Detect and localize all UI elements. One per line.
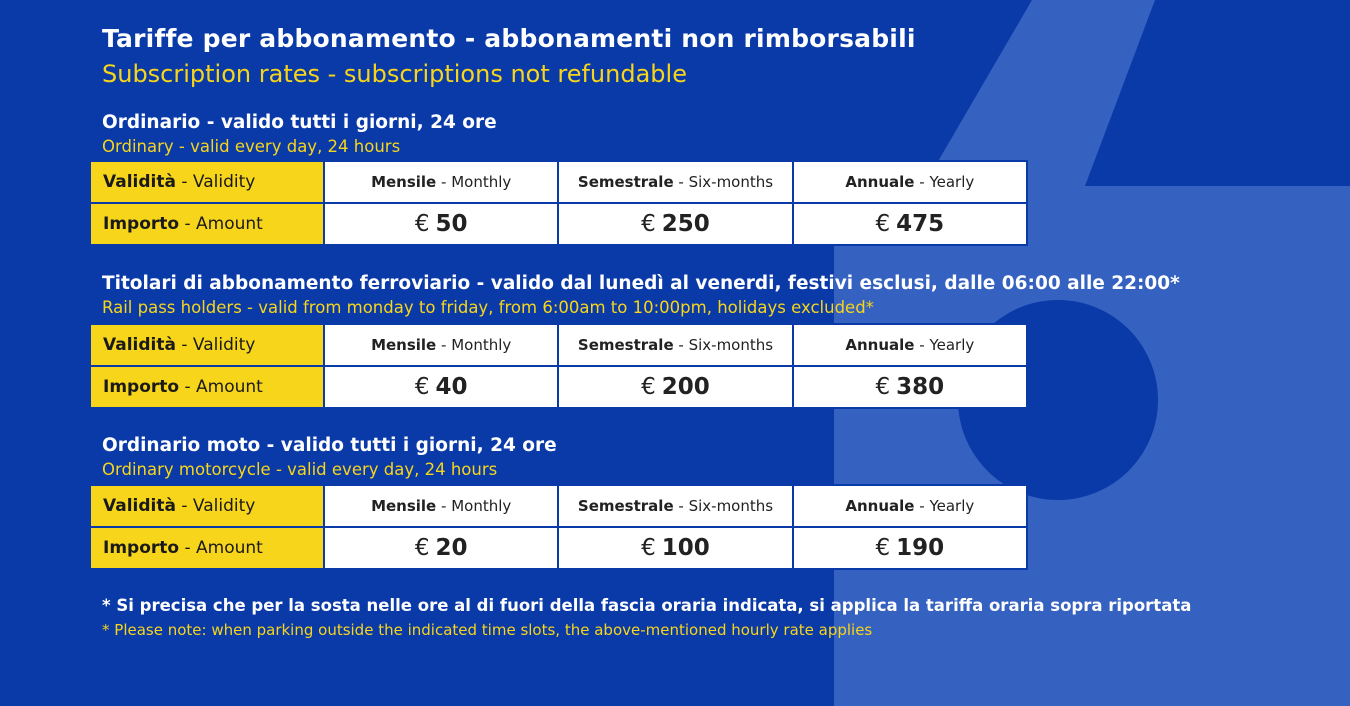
- amount-label: Importo - Amount: [90, 203, 324, 245]
- period-semester: Semestrale - Six-months: [558, 324, 792, 366]
- price-yearly: € 190: [793, 527, 1027, 569]
- section-title-ordinary: Ordinario - valido tutti i giorni, 24 ore: [102, 112, 497, 133]
- period-monthly: Mensile - Monthly: [324, 485, 558, 527]
- section-subtitle-rail-pass: Rail pass holders - valid from monday to friday, from 6:00am to 10:00pm, holidays excluded*: [102, 298, 874, 317]
- section-title-motorcycle: Ordinario moto - valido tutti i giorni, 24 ore: [102, 435, 557, 456]
- amount-row: [90, 366, 1027, 408]
- period-yearly: Annuale - Yearly: [793, 161, 1027, 203]
- period-monthly: Mensile - Monthly: [324, 161, 558, 203]
- price-monthly: € 50: [324, 203, 558, 245]
- price-yearly: € 475: [793, 203, 1027, 245]
- amount-label: Importo - Amount: [90, 527, 324, 569]
- price-semester: € 200: [558, 366, 792, 408]
- footnote-italian: * Si precisa che per la sosta nelle ore al di fuori della fascia oraria indicata, si applica la tariffa oraria sopra riportata: [102, 596, 1192, 615]
- section-title-rail-pass: Titolari di abbonamento ferroviario - valido dal lunedì al venerdi, festivi esclusi, dalle 06:00 alle 22:00*: [102, 273, 1180, 294]
- validity-label: Validità - Validity: [90, 324, 324, 366]
- validity-row: [90, 161, 1027, 203]
- period-monthly: Mensile - Monthly: [324, 324, 558, 366]
- validity-row: [90, 485, 1027, 527]
- validity-label: Validità - Validity: [90, 485, 324, 527]
- period-semester: Semestrale - Six-months: [558, 161, 792, 203]
- footnote-english: * Please note: when parking outside the indicated time slots, the above-mentioned hourly rate applies: [102, 621, 873, 639]
- validity-label: Validità - Validity: [90, 161, 324, 203]
- period-yearly: Annuale - Yearly: [793, 485, 1027, 527]
- price-semester: € 100: [558, 527, 792, 569]
- rate-table-ordinary: [89, 160, 1028, 246]
- validity-row: [90, 324, 1027, 366]
- section-subtitle-motorcycle: Ordinary motorcycle - valid every day, 24 hours: [102, 460, 498, 479]
- page-title: Tariffe per abbonamento - abbonamenti non rimborsabili: [102, 24, 916, 53]
- page-subtitle: Subscription rates - subscriptions not refundable: [102, 60, 687, 88]
- amount-row: [90, 527, 1027, 569]
- rate-table-motorcycle: [89, 484, 1028, 570]
- amount-row: [90, 203, 1027, 245]
- section-subtitle-ordinary: Ordinary - valid every day, 24 hours: [102, 137, 401, 156]
- price-monthly: € 20: [324, 527, 558, 569]
- period-semester: Semestrale - Six-months: [558, 485, 792, 527]
- amount-label: Importo - Amount: [90, 366, 324, 408]
- price-yearly: € 380: [793, 366, 1027, 408]
- rate-table-rail-pass: [89, 323, 1028, 409]
- price-semester: € 250: [558, 203, 792, 245]
- period-yearly: Annuale - Yearly: [793, 324, 1027, 366]
- price-monthly: € 40: [324, 366, 558, 408]
